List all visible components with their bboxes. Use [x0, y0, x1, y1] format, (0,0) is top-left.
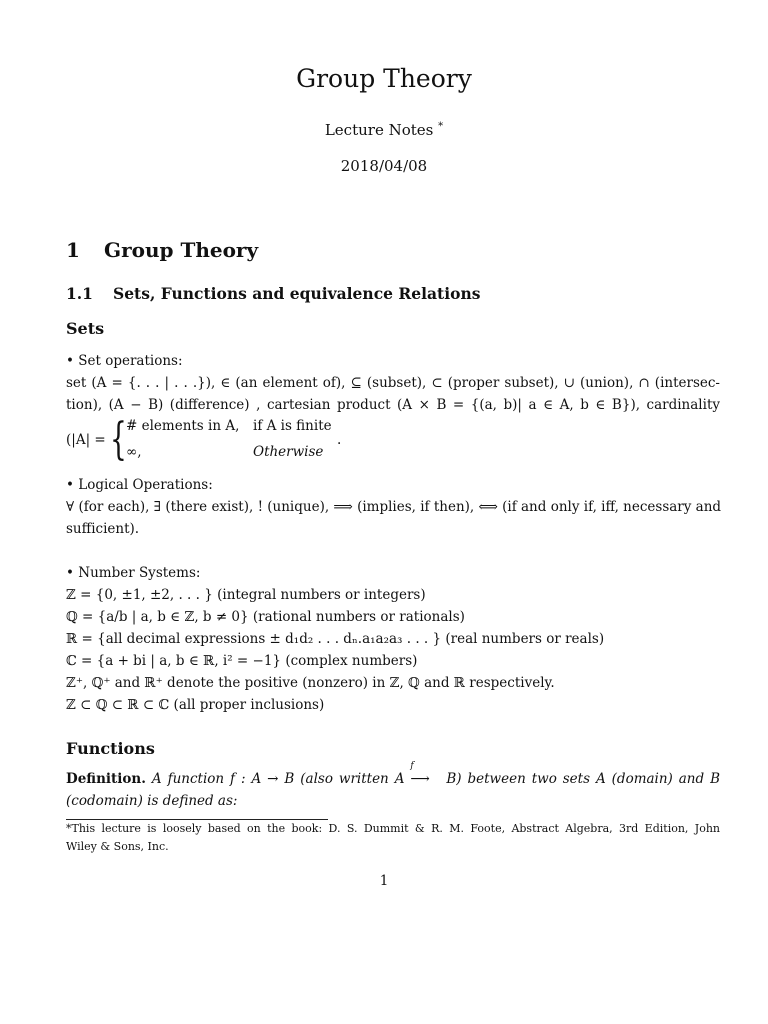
subsection-number: 1.1	[66, 284, 93, 303]
cardinality-lhs: (|A| =	[66, 432, 106, 448]
paper-title: Group Theory	[296, 64, 472, 93]
cardinality-cases	[66, 414, 366, 470]
footnote-line-2: Wiley & Sons, Inc.	[66, 840, 169, 853]
number-system-integers: ℤ = {0, ±1, ±2, . . . } (integral numbers or integers)	[66, 587, 426, 603]
logical-operations-line-1: ∀ (for each), ∃ (there exist), ! (unique), ⟹ (implies, if then), ⟺ (if and only if, iff, necessary and	[66, 499, 722, 515]
case-1-condition: if A is finite	[253, 418, 332, 434]
sets-heading: Sets	[66, 319, 105, 338]
logical-operations-label: • Logical Operations:	[66, 477, 213, 493]
title-footnote-mark: *	[438, 121, 444, 132]
subsection-heading	[66, 284, 480, 303]
definition-label: Definition.	[66, 771, 146, 787]
section-heading	[66, 238, 258, 262]
arrow-label: f	[410, 761, 414, 771]
number-systems-label: • Number Systems:	[66, 565, 201, 581]
definition-line-2: (codomain) is defined as:	[66, 793, 238, 809]
set-operations-label: • Set operations:	[66, 353, 183, 369]
paper-date: 2018/04/08	[340, 157, 428, 175]
left-brace: {	[110, 414, 127, 465]
author-line	[0, 121, 768, 139]
functions-heading: Functions	[66, 739, 155, 758]
set-operations-line-2: tion), (A − B) (difference) , cartesian product (A × B = {(a, b)| a ∈ A, b ∈ B}), cardinality	[66, 397, 720, 413]
section-title: Group Theory	[104, 238, 259, 262]
number-system-rationals: ℚ = {a/b | a, b ∈ ℤ, b ≠ 0} (rational numbers or rationals)	[66, 609, 465, 625]
set-operations-line-1: set (A = {. . . | . . .}), ∈ (an element of), ⊆ (subset), ⊂ (proper subset), ∪ (union), ∩ (intersec-	[66, 375, 720, 391]
number-system-inclusions: ℤ ⊂ ℚ ⊂ ℝ ⊂ ℂ (all proper inclusions)	[66, 697, 325, 713]
logical-operations-line-2: sufficient).	[66, 521, 140, 537]
author-text: Lecture Notes	[324, 121, 434, 139]
page-number: 1	[379, 873, 389, 889]
definition-line-1	[66, 761, 721, 787]
definition-text-a: A function f : A → B (also written A	[151, 771, 405, 787]
mapping-arrow	[410, 761, 440, 787]
cases-period: .	[337, 432, 342, 448]
footnote-line-1: *This lecture is loosely based on the book: D. S. Dummit & R. M. Foote, Abstract Algebra, 3rd Edition, John	[66, 822, 720, 835]
number-system-reals: ℝ = {all decimal expressions ± d₁d₂ . . . dₙ.a₁a₂a₃ . . . } (real numbers or reals)	[66, 631, 605, 647]
arrow-glyph: ⟶	[410, 771, 430, 787]
section-number: 1	[66, 238, 80, 262]
definition-text-b: B) between two sets A (domain) and B	[446, 771, 721, 787]
case-1-value: # elements in A,	[126, 418, 240, 434]
number-system-complex: ℂ = {a + bi | a, b ∈ ℝ, i² = −1} (complex numbers)	[66, 653, 418, 669]
number-system-positive: ℤ⁺, ℚ⁺ and ℝ⁺ denote the positive (nonzero) in ℤ, ℚ and ℝ respectively.	[66, 675, 555, 691]
subsection-title: Sets, Functions and equivalence Relations	[113, 284, 481, 303]
case-2-value: ∞,	[126, 444, 142, 460]
case-2-condition: Otherwise	[253, 444, 324, 460]
